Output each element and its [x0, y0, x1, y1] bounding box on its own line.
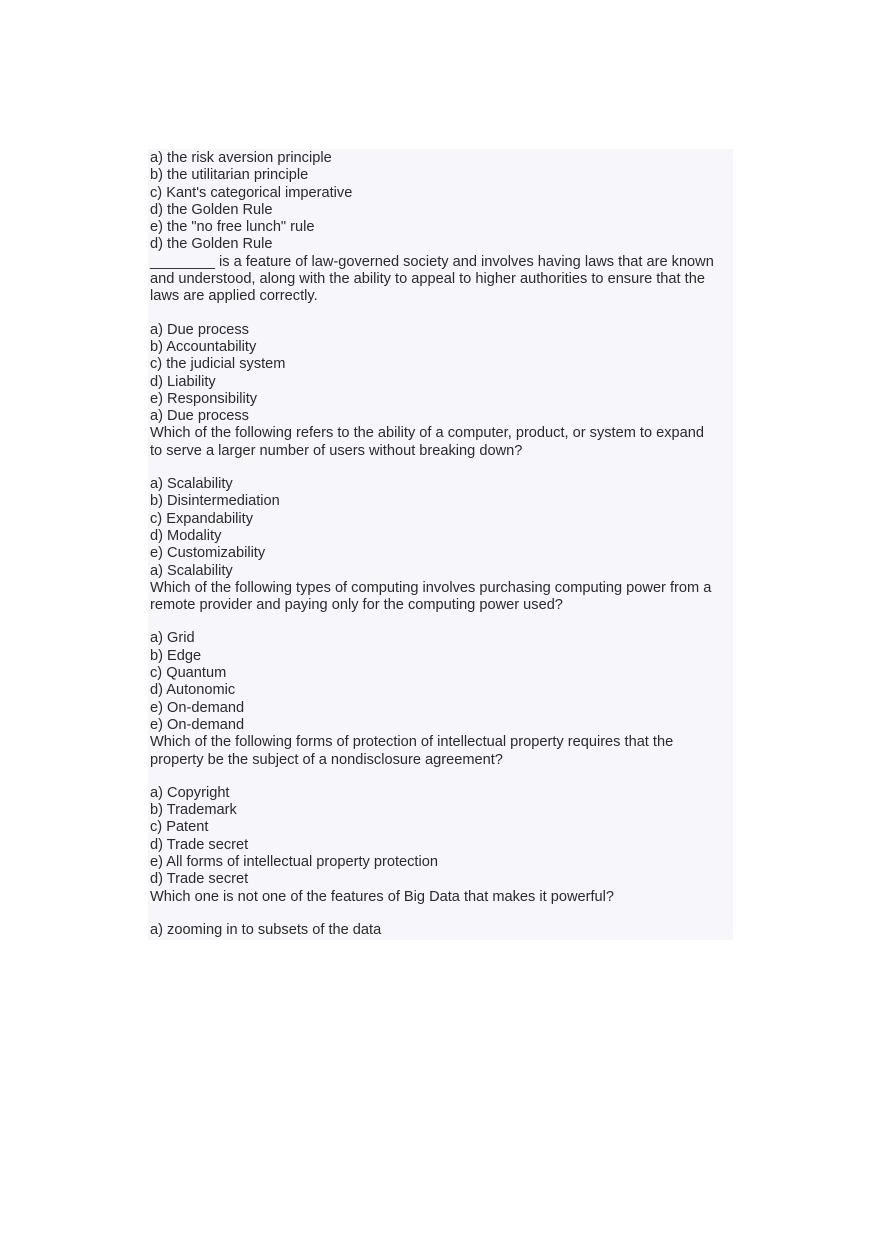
text-line: e) Responsibility	[150, 390, 258, 407]
document-text-block	[148, 149, 733, 940]
text-line: d) Trade secret	[150, 836, 249, 853]
text-line: d) Liability	[150, 373, 216, 390]
text-line: Which of the following refers to the ability of a computer, product, or system to expand	[150, 425, 705, 442]
text-line: d) Trade secret	[150, 871, 249, 888]
text-line: a) Scalability	[150, 562, 233, 579]
text-line: laws are applied correctly.	[150, 288, 318, 305]
text-line: d) Modality	[150, 527, 222, 544]
text-line: b) Accountability	[150, 338, 257, 355]
text-line: a) Due process	[150, 321, 249, 338]
text-line: d) Autonomic	[150, 682, 236, 699]
blank-line	[150, 306, 733, 322]
text-line: Which of the following types of computing involves purchasing computing power from a	[150, 579, 712, 596]
text-line: b) Disintermediation	[150, 493, 280, 510]
text-line: and understood, along with the ability to appeal to higher authorities to ensure that the	[150, 271, 705, 288]
text-line: d) the Golden Rule	[150, 201, 273, 218]
text-line: d) the Golden Rule	[150, 236, 273, 253]
blank-line	[150, 614, 733, 630]
text-line: Which of the following forms of protection of intellectual property requires that the	[150, 734, 674, 751]
text-line: remote provider and paying only for the computing power used?	[150, 597, 563, 614]
text-line: b) the utilitarian principle	[150, 167, 309, 184]
blank-line	[150, 769, 733, 785]
blank-line	[150, 906, 733, 922]
text-line: to serve a larger number of users without breaking down?	[150, 442, 523, 459]
text-line: a) the risk aversion principle	[150, 150, 332, 166]
text-line: a) Grid	[150, 630, 195, 647]
text-line: e) Customizability	[150, 545, 266, 562]
blank-line	[150, 460, 733, 476]
text-line: a) Due process	[150, 408, 249, 425]
text-line: e) the "no free lunch" rule	[150, 219, 315, 236]
text-line: ________ is a feature of law-governed society and involves having laws that are known	[150, 253, 714, 270]
text-line: a) Scalability	[150, 476, 233, 493]
text-line: a) Copyright	[150, 784, 230, 801]
text-line: property be the subject of a nondisclosure agreement?	[150, 751, 503, 768]
text-line: e) On-demand	[150, 699, 245, 716]
text-line: c) Kant's categorical imperative	[150, 184, 353, 201]
text-line: e) On-demand	[150, 716, 245, 733]
text-line: a) zooming in to subsets of the data	[150, 921, 382, 938]
text-line: e) All forms of intellectual property protection	[150, 853, 438, 870]
text-line: c) Patent	[150, 819, 209, 836]
text-line: c) Quantum	[150, 665, 227, 682]
text-line: b) Edge	[150, 647, 202, 664]
text-line: c) Expandability	[150, 510, 254, 527]
text-line: c) the judicial system	[150, 356, 286, 373]
text-line: Which one is not one of the features of Big Data that makes it powerful?	[150, 888, 615, 905]
text-line: b) Trademark	[150, 802, 237, 819]
